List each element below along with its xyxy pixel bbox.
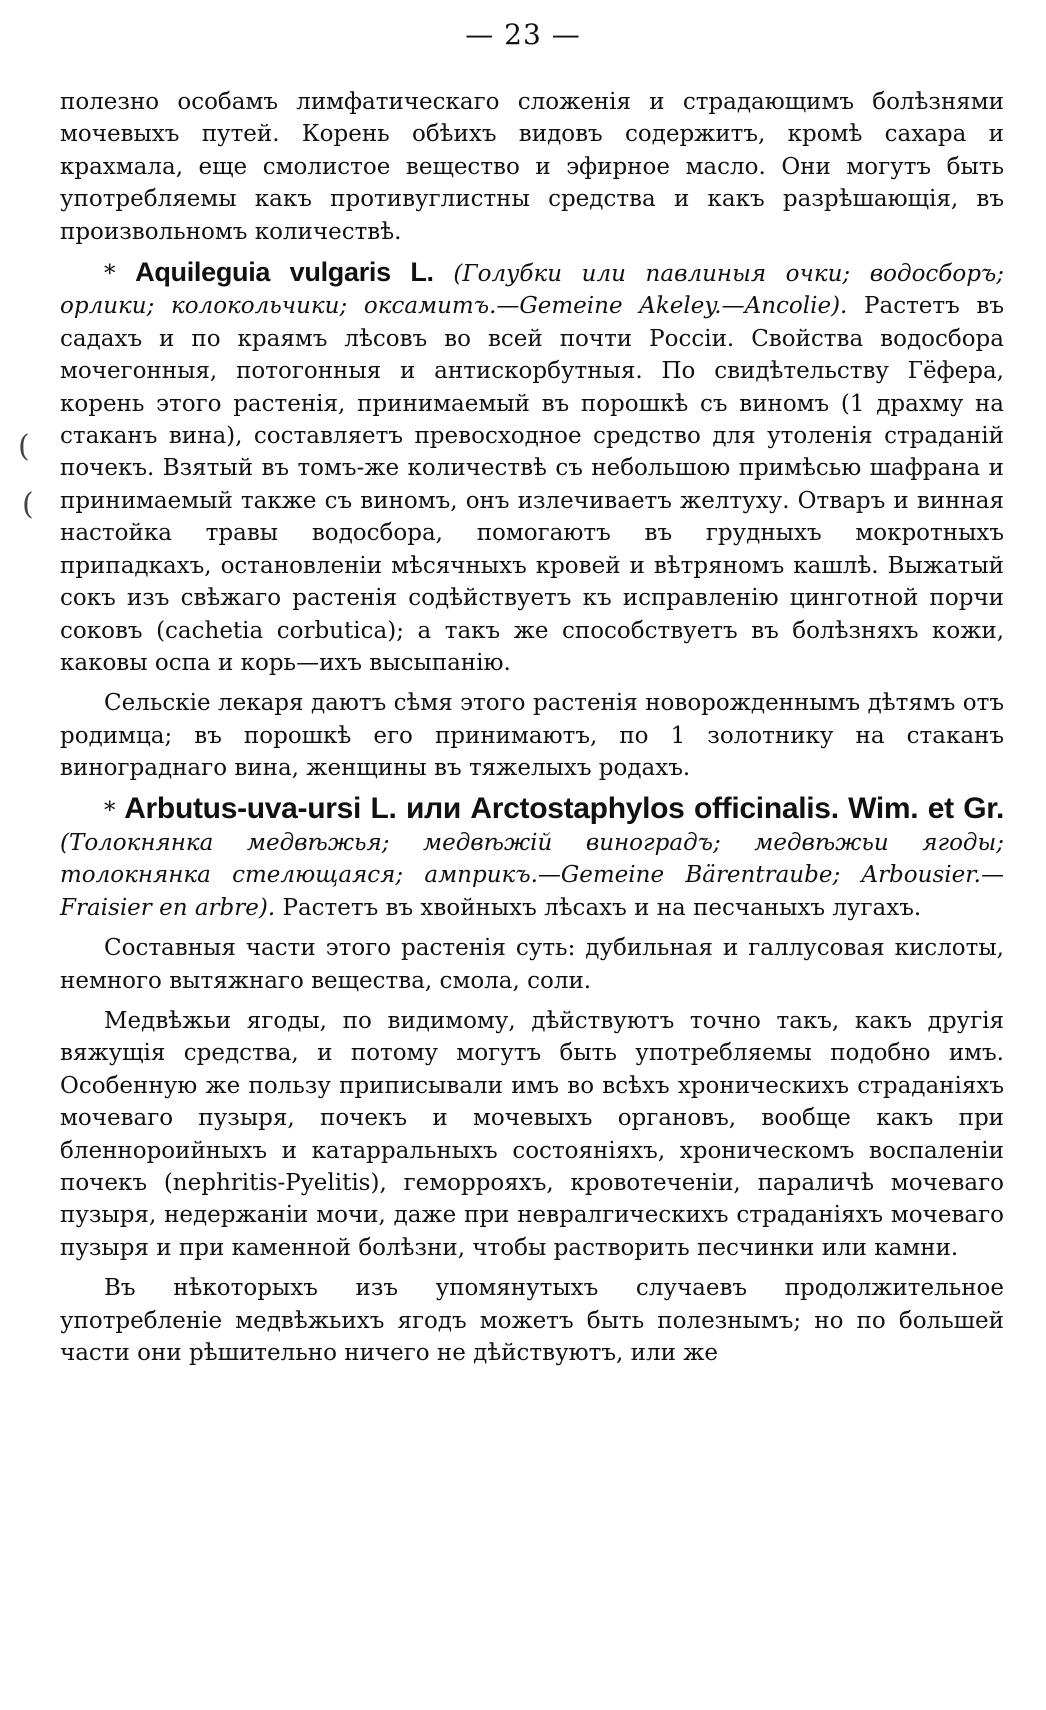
paragraph bbox=[60, 932, 1004, 997]
main-text bbox=[60, 86, 1004, 1369]
paragraph bbox=[60, 86, 1004, 248]
common-names: (Толокнянка медвѣжья; медвѣжій виноградъ; медвѣжьи ягоды; толокнянка стелющаяся; амприкъ.—Gemeine Bärentraube; Arbousier.—Fraisier en arbre). bbox=[60, 829, 1004, 921]
margin-mark: ( bbox=[22, 487, 34, 522]
asterisk: * bbox=[104, 261, 136, 288]
species-heading: Aquileguia vulgaris L. bbox=[135, 257, 434, 288]
paragraph-text: ; а такъ же способствуетъ въ болѣзняхъ кожи, каковы оспа и корь—ихъ высыпанію. bbox=[60, 617, 1005, 676]
species-heading: Arbutus-uva-ursi L. или Arctostaphylos officinalis. Wim. et Gr. bbox=[124, 791, 1005, 825]
paragraph-text: Составныя части этого растенія суть: дубильная и галлусовая кислоты, немного вытяжнаго вещества, смола, соли. bbox=[60, 935, 1004, 994]
paragraph-text: Растетъ въ хвойныхъ лѣсахъ и на песчаныхъ лугахъ. bbox=[275, 894, 922, 921]
entry-arbutus bbox=[60, 793, 1004, 925]
page-number: — 23 — bbox=[465, 18, 581, 51]
paragraph bbox=[60, 687, 1004, 784]
entry-aquilegia bbox=[60, 256, 1004, 679]
paragraph-text: , геморрояхъ, кровотеченіи, параличѣ мочеваго пузыря, недержаніи мочи, даже при невралгическихъ страданіяхъ мочеваго пузыря и при каменной болѣзни, чтобы растворить песчинки или камни. bbox=[60, 1170, 1004, 1261]
margin-mark: ( bbox=[18, 429, 30, 464]
latin-term: (nephritis-Pyelitis) bbox=[163, 1170, 380, 1196]
paragraph-text: полезно особамъ лимфатическаго сложенія и страдающимъ болѣзнями мочевыхъ путей. Корень обѣихъ видовъ содержитъ, кромѣ сахара и крахмала, еще смолистое вещество и эфирное масло. Они могутъ быть употребляемы какъ противуглистны средства и какъ разрѣшающія, въ произвольномъ количествѣ. bbox=[60, 89, 1004, 245]
asterisk: * bbox=[104, 797, 125, 824]
latin-term: (cachetia corbutica) bbox=[156, 617, 397, 644]
paragraph-text: Медвѣжьи ягоды, по видимому, дѣйствуютъ точно такъ, какъ другія вяжущія средства, и потому могутъ быть употребляемы подобно имъ. Особенную же пользу приписывали имъ во всѣхъ хроническихъ страданіяхъ мочеваго пузыря, почекъ и мочевыхъ органовъ, вообще какъ при бленнороийныхъ и катарральныхъ состояніяхъ, хроническомъ воспаленіи почекъ bbox=[60, 1007, 1004, 1196]
paragraph-text: Растетъ въ садахъ и по краямъ лѣсовъ во всей почти Россіи. Свойства водосбора мочегонныя, потогонныя и антискорбутныя. По свидѣтельству Гёфера, корень этого растенія, принимаемый въ порошкѣ съ виномъ (1 драхму на стаканъ вина), составляетъ превосходное средство для утоленія страданій почекъ. Взятый въ томъ-же количествѣ съ небольшою примѣсью шафрана и принимаемый также съ виномъ, онъ излечиваетъ желтуху. Отваръ и винная настойка травы водосбора, помогаютъ въ грудныхъ мокротныхъ припадкахъ, остановленіи мѣсячныхъ кровей и вѣтряномъ кашлѣ. Выжатый сокъ изъ свѣжаго растенія содѣйствуетъ къ исправленію цинготной порчи соковъ bbox=[60, 293, 1005, 644]
paragraph bbox=[60, 1005, 1004, 1264]
common-names: (Голубки или павлиныя очки; водосборъ; орлики; колокольчики; оксамитъ.—Gemeine Akeley.—Ancolie). bbox=[60, 261, 1004, 320]
paragraph bbox=[60, 1272, 1004, 1369]
paragraph-text: Сельскіе лекаря даютъ сѣмя этого растенія новорожденнымъ дѣтямъ отъ родимца; въ порошкѣ его принимаютъ, по 1 золотнику на стаканъ винограднаго вина, женщины въ тяжелыхъ родахъ. bbox=[60, 690, 1004, 782]
paragraph-text: Въ нѣкоторыхъ изъ упомянутыхъ случаевъ продолжительное употребленіе медвѣжьихъ ягодъ можетъ быть полезнымъ; но по большей части они рѣшительно ничего не дѣйствуютъ, или же bbox=[60, 1275, 1004, 1367]
